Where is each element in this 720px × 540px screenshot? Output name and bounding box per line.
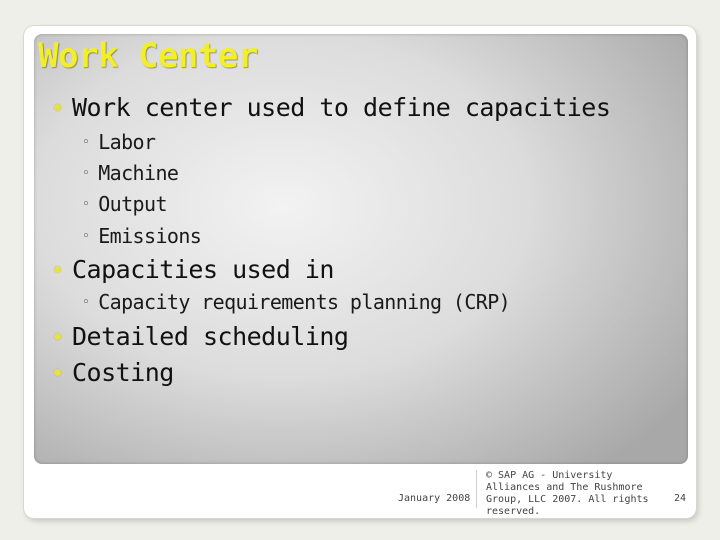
bullet-item	[54, 322, 348, 351]
ring-bullet-icon: ◦	[82, 294, 90, 310]
sub-bullet-item	[82, 161, 178, 185]
bullet-dot-icon	[54, 369, 61, 376]
ring-bullet-icon: ◦	[82, 228, 90, 244]
footer-divider	[476, 470, 477, 508]
sub-bullet-text: Labor	[98, 130, 156, 154]
bullet-dot-icon	[54, 333, 61, 340]
bullet-text: Detailed scheduling	[72, 322, 349, 351]
bullet-dot-icon	[54, 266, 61, 273]
bullet-item	[54, 255, 334, 284]
footer-page-number: 24	[674, 493, 687, 504]
bullet-text: Costing	[72, 358, 174, 387]
ring-bullet-icon: ◦	[82, 134, 90, 150]
sub-bullet-text: Output	[98, 192, 167, 216]
sub-bullet-item	[82, 130, 155, 154]
sub-bullet-text: Capacity requirements planning (CRP)	[98, 290, 511, 314]
ring-bullet-icon: ◦	[82, 165, 90, 181]
bullet-item	[54, 358, 174, 387]
footer-copyright: © SAP AG - University Alliances and The Rushmore Group, LLC 2007. All rights reserved.	[486, 470, 649, 517]
bullet-text: Capacities used in	[72, 255, 334, 284]
footer-date: January 2008	[398, 493, 471, 504]
sub-bullet-item	[82, 192, 167, 216]
sub-bullet-text: Machine	[98, 161, 179, 185]
bullet-dot-icon	[54, 104, 61, 111]
sub-bullet-text: Emissions	[98, 224, 202, 248]
slide-title: Work Center	[38, 36, 258, 76]
sub-bullet-item	[82, 224, 201, 248]
ring-bullet-icon: ◦	[82, 196, 90, 212]
bullet-text: Work center used to define capacities	[72, 93, 611, 122]
sub-bullet-item	[82, 290, 510, 314]
bullet-item	[54, 93, 610, 122]
